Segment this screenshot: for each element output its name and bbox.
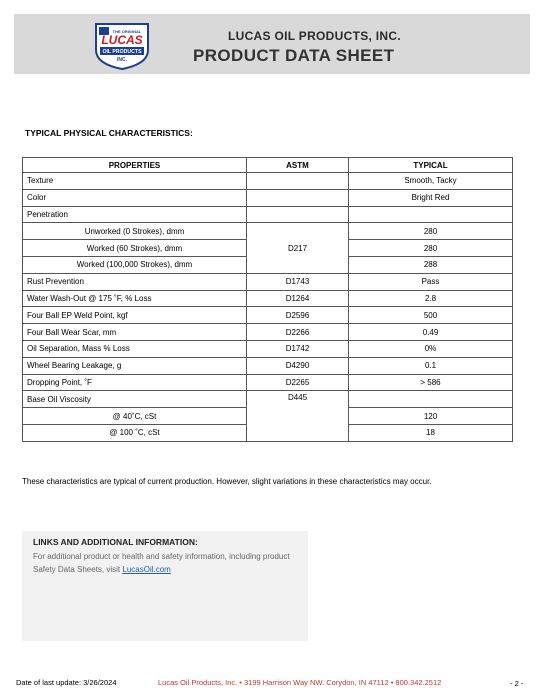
table-row: [23, 391, 513, 408]
header-typical: TYPICAL: [349, 158, 513, 173]
typical-cell: 0.1: [349, 357, 513, 374]
page-number: - 2 -: [510, 679, 524, 688]
astm-cell: D1742: [247, 340, 349, 357]
links-text: [33, 550, 303, 576]
typical-cell: 120: [349, 408, 513, 425]
typical-cell: 280: [349, 223, 513, 240]
section-title: TYPICAL PHYSICAL CHARACTERISTICS:: [25, 128, 193, 138]
property-cell: @ 100 ˚C, cSt: [23, 424, 247, 441]
table-row: [23, 290, 513, 307]
table-row: [23, 307, 513, 324]
table-row: [23, 173, 513, 190]
astm-cell: D2596: [247, 307, 349, 324]
header-astm: ASTM: [247, 158, 349, 173]
typical-cell: 0%: [349, 340, 513, 357]
typical-cell: 2.8: [349, 290, 513, 307]
property-cell: Penetration: [23, 206, 247, 223]
table-row: [23, 357, 513, 374]
property-cell: Four Ball Wear Scar, mm: [23, 324, 247, 341]
typical-cell: > 586: [349, 374, 513, 391]
lucas-logo: [90, 20, 154, 70]
property-cell: Texture: [23, 173, 247, 190]
property-cell: Rust Prevention: [23, 273, 247, 290]
astm-cell: D2266: [247, 324, 349, 341]
astm-cell: D1264: [247, 290, 349, 307]
astm-cell: [247, 206, 349, 223]
typical-cell: [349, 391, 513, 408]
table-row: [23, 374, 513, 391]
property-cell: Oil Separation, Mass % Loss: [23, 340, 247, 357]
astm-cell: [247, 189, 349, 206]
property-cell: Dropping Point, ˚F: [23, 374, 247, 391]
property-cell: Worked (60 Strokes), dmm: [23, 240, 247, 257]
logo-line-4: INC.: [117, 57, 127, 63]
property-cell: Base Oil Viscosity: [23, 391, 247, 408]
astm-cell: D1743: [247, 273, 349, 290]
typical-cell: 280: [349, 240, 513, 257]
lucasoil-link[interactable]: LucasOil.com: [122, 565, 171, 574]
links-box: [22, 531, 308, 641]
header-properties: PROPERTIES: [23, 158, 247, 173]
typical-cell: 0.49: [349, 324, 513, 341]
table-row: [23, 189, 513, 206]
astm-cell-merged: D445: [247, 391, 349, 441]
logo-line-3: OIL PRODUCTS: [102, 49, 142, 55]
typical-cell: 18: [349, 424, 513, 441]
table-row: [23, 324, 513, 341]
links-body: For additional product or health and safety information, including product Safety Data Sheets, visit: [33, 552, 290, 574]
property-cell: Four Ball EP Weld Point, kgf: [23, 307, 247, 324]
footer-address: Lucas Oil Products, Inc. • 3199 Harrison Way NW. Corydon, IN 47112 • 800.342.2512: [158, 678, 442, 687]
links-title: LINKS AND ADDITIONAL INFORMATION:: [33, 537, 198, 547]
company-name: LUCAS OIL PRODUCTS, INC.: [228, 29, 401, 43]
table-row: [23, 223, 513, 240]
property-cell: Water Wash-Out @ 175 ˚F, % Loss: [23, 290, 247, 307]
astm-cell: [247, 173, 349, 190]
property-cell: Unworked (0 Strokes), dmm: [23, 223, 247, 240]
astm-cell: D4290: [247, 357, 349, 374]
typical-cell: Smooth, Tacky: [349, 173, 513, 190]
typical-cell: [349, 206, 513, 223]
table-row: [23, 273, 513, 290]
characteristics-note: These characteristics are typical of current production. However, slight variations in these characteristics may occur.: [22, 477, 432, 486]
astm-cell: D2265: [247, 374, 349, 391]
footer-date: Date of last update: 3/26/2024: [16, 678, 117, 687]
logo-line-2: LUCAS: [101, 33, 143, 47]
property-cell: Wheel Bearing Leakage, g: [23, 357, 247, 374]
table-row: [23, 340, 513, 357]
property-cell: Worked (100,000 Strokes), dmm: [23, 256, 247, 273]
typical-cell: 288: [349, 256, 513, 273]
sheet-title: PRODUCT DATA SHEET: [193, 46, 395, 65]
table-row: [23, 206, 513, 223]
typical-cell: Bright Red: [349, 189, 513, 206]
typical-cell: Pass: [349, 273, 513, 290]
astm-cell-merged: D217: [247, 223, 349, 273]
logo-line-1: THE ORIGINAL: [112, 29, 142, 34]
characteristics-table: [22, 157, 513, 442]
typical-cell: 500: [349, 307, 513, 324]
property-cell: Color: [23, 189, 247, 206]
table-header-row: [23, 158, 513, 173]
property-cell: @ 40˚C, cSt: [23, 408, 247, 425]
